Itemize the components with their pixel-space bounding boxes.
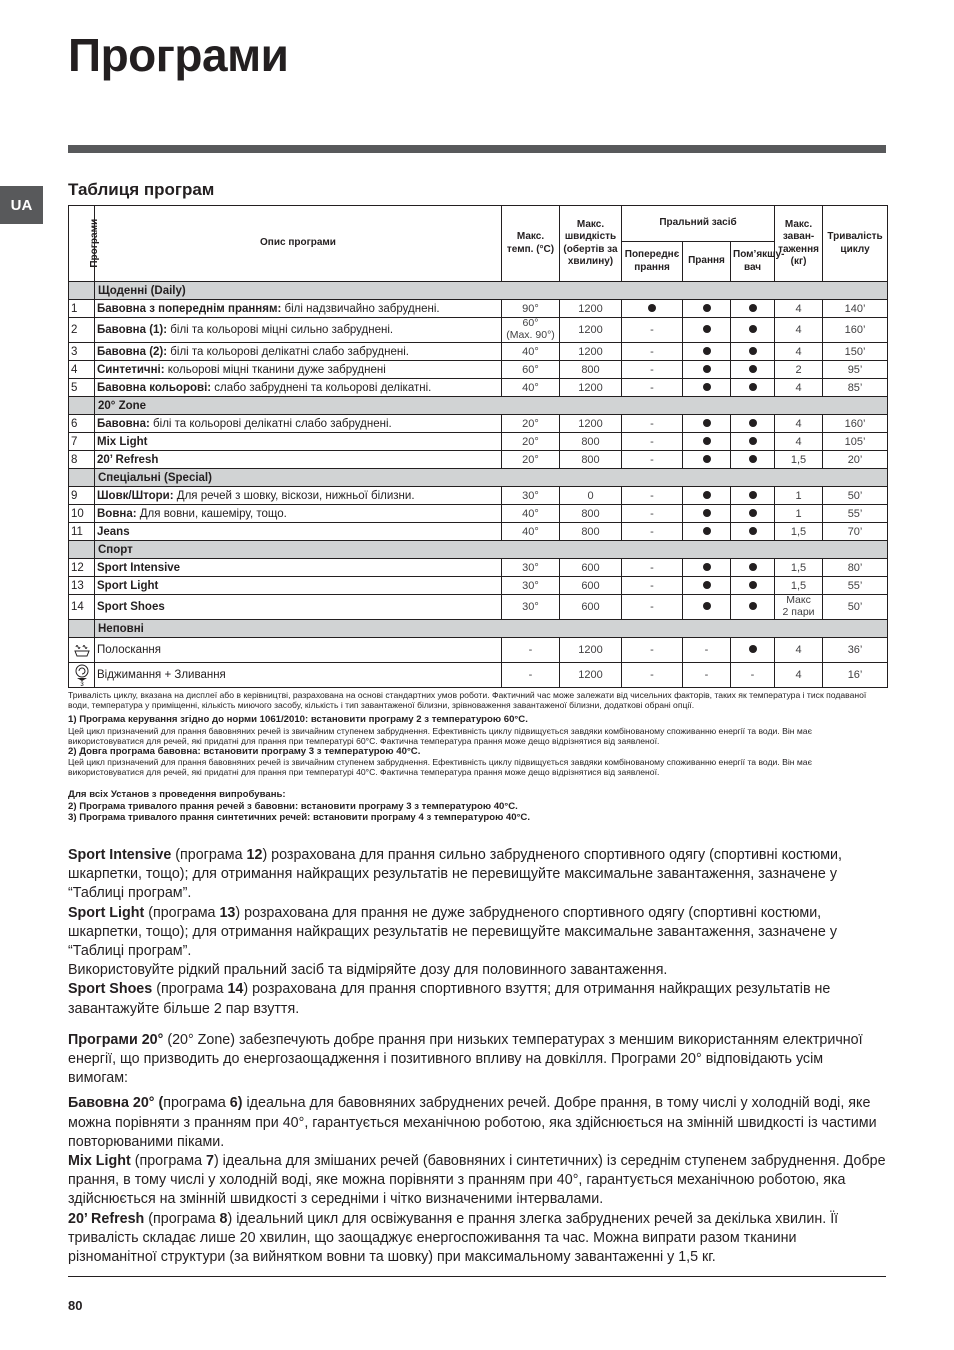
program-description: Sport Intensive <box>95 559 502 577</box>
cotton20-paragraph: Бавовна 20° (програма 6) ідеальна для бавовняних забруднених речей. Добре прання, в тому числі у холодній воді, яке можна порівняти з пранням при 40°, гарантується механічною роботою, яка здійснюється на змінній швидкості із частими повторюваними піками. <box>68 1095 877 1150</box>
refresh-paragraph: 20’ Refresh (програма 8) ідеальний цикл для освіжування е прання злегка забруднених речей за декілька хвилин. Її тривалість складає лише 20 хвилин, що заощаджує енергоспоживання та час. Можна випрати разом тканини різноманітної структури (за вийнятком вовни та шовку) при максимальному завантаженні у 1,5 кг. <box>68 1210 839 1266</box>
duration-cell: 20’ <box>823 451 888 469</box>
filled-dot-icon <box>749 347 757 355</box>
wash-header: Прання <box>683 242 731 282</box>
duration-cell: 80’ <box>823 559 888 577</box>
prewash-cell: - <box>622 343 683 361</box>
filled-dot-icon <box>749 491 757 499</box>
program-row <box>69 300 888 318</box>
footer-rule <box>68 1276 886 1277</box>
program-description: Бавовна з попереднім пранням: білі надзвичайно забруднені. <box>95 300 502 318</box>
filled-dot-icon <box>703 491 711 499</box>
program-row <box>69 415 888 433</box>
speed-cell: 1200 <box>560 415 622 433</box>
load-cell: 4 <box>775 343 823 361</box>
filled-dot-icon <box>703 419 711 427</box>
temp-cell: 40° <box>502 379 560 397</box>
program-row <box>69 318 888 343</box>
wash-cell: - <box>683 638 731 663</box>
filled-dot-icon <box>703 455 711 463</box>
program-description: Шовк/Штори: Для речей з шовку, віскози, нижньої білизни. <box>95 487 502 505</box>
softener-cell: - <box>731 663 775 688</box>
duration-cell: 50’ <box>823 487 888 505</box>
prewash-cell: - <box>622 638 683 663</box>
prewash-cell: - <box>622 577 683 595</box>
speed-cell: 1200 <box>560 300 622 318</box>
speed-cell: 1200 <box>560 343 622 361</box>
mix-light-paragraph: Mix Light (програма 7) ідеальна для змішаних речей (бавовняних і синтетичних) із середнім ступенем забруднення. Добре прання, в тому числі у холодній воді, яке можна порівняти з пранням при 40°, гарантується механічною роботою, яка здійснюється на змінній швидкості з середніми і чітко визначеними інтервалами. <box>68 1153 886 1208</box>
speed-cell: 600 <box>560 577 622 595</box>
filled-dot-icon <box>749 527 757 535</box>
filled-dot-icon <box>648 304 656 312</box>
softener-cell <box>731 638 775 663</box>
program-number: 5 <box>69 379 95 397</box>
load-cell: 2 <box>775 361 823 379</box>
softener-cell <box>731 379 775 397</box>
softener-cell <box>731 595 775 620</box>
filled-dot-icon <box>749 455 757 463</box>
program-description: Бавовна (1): білі та кольорові міцні сильно забруднені. <box>95 318 502 343</box>
prewash-cell: - <box>622 595 683 620</box>
wash-cell <box>683 505 731 523</box>
zone-paragraph: Програми 20° (20° Zone) забезпечують добре прання при низьких температурах з меншим використанням електричної енергії, що призводить до енергозаощадження і позитивного впливу на довкілля. Програми 20° відповідають усім вимогам: <box>68 1031 863 1087</box>
duration-cell: 140’ <box>823 300 888 318</box>
filled-dot-icon <box>749 365 757 373</box>
prewash-cell: - <box>622 318 683 343</box>
filled-dot-icon <box>749 645 757 653</box>
note-3-line1: 2) Програма тривалого прання речей з бавовни: встановити програму 3 з температурою 40°C. <box>68 800 518 812</box>
duration-cell: 16’ <box>823 663 888 688</box>
softener-cell <box>731 577 775 595</box>
program-number: 9 <box>69 487 95 505</box>
program-number: 2 <box>69 318 95 343</box>
filled-dot-icon <box>703 347 711 355</box>
rinse-icon <box>69 638 95 663</box>
wash-cell <box>683 343 731 361</box>
program-description: Бавовна: білі та кольорові делікатні слабо забруднені. <box>95 415 502 433</box>
program-description: Sport Shoes <box>95 595 502 620</box>
filled-dot-icon <box>703 365 711 373</box>
program-row <box>69 361 888 379</box>
load-cell: 1,5 <box>775 451 823 469</box>
programs-header: Програми <box>69 206 95 282</box>
duration-cell: 70’ <box>823 523 888 541</box>
filled-dot-icon <box>749 304 757 312</box>
program-description: Sport Light <box>95 577 502 595</box>
temp-cell: 20° <box>502 433 560 451</box>
wash-cell <box>683 487 731 505</box>
temp-cell: 20° <box>502 415 560 433</box>
program-number: 8 <box>69 451 95 469</box>
prewash-cell: - <box>622 663 683 688</box>
wash-cell <box>683 595 731 620</box>
wash-cell <box>683 361 731 379</box>
duration-cell: 55’ <box>823 505 888 523</box>
filled-dot-icon <box>749 563 757 571</box>
program-description: Полоскання <box>95 638 502 663</box>
program-description: Бавовна кольорові: слабо забруднені та кольорові делікатні. <box>95 379 502 397</box>
speed-cell: 800 <box>560 523 622 541</box>
prewash-cell: - <box>622 433 683 451</box>
softener-cell <box>731 343 775 361</box>
filled-dot-icon <box>749 437 757 445</box>
program-description: Синтетичні: кольорові міцні тканини дуже забруднені <box>95 361 502 379</box>
filled-dot-icon <box>703 581 711 589</box>
load-cell: 1 <box>775 487 823 505</box>
load-cell: 4 <box>775 379 823 397</box>
wash-cell <box>683 559 731 577</box>
filled-dot-icon <box>749 581 757 589</box>
filled-dot-icon <box>749 509 757 517</box>
temp-cell: 30° <box>502 559 560 577</box>
filled-dot-icon <box>703 509 711 517</box>
temp-cell: - <box>502 663 560 688</box>
prewash-cell: - <box>622 559 683 577</box>
program-number: 1 <box>69 300 95 318</box>
temp-cell: 40° <box>502 505 560 523</box>
header-rule <box>68 145 886 153</box>
group-row <box>69 469 888 487</box>
filled-dot-icon <box>703 437 711 445</box>
max-speed-header: Макс. швидкість (обертів за хвилину) <box>560 206 622 282</box>
filled-dot-icon <box>703 304 711 312</box>
duration-cell: 160’ <box>823 318 888 343</box>
load-cell: 4 <box>775 638 823 663</box>
language-tab: UA <box>0 186 43 224</box>
temp-cell: 30° <box>502 595 560 620</box>
duration-cell: 55’ <box>823 577 888 595</box>
softener-header: Пом’якшу-вач <box>731 242 775 282</box>
load-cell: 1,5 <box>775 559 823 577</box>
temp-cell: 90° <box>502 300 560 318</box>
wash-cell: - <box>683 663 731 688</box>
program-row <box>69 487 888 505</box>
program-number: 10 <box>69 505 95 523</box>
speed-cell: 1200 <box>560 318 622 343</box>
temp-cell: 40° <box>502 343 560 361</box>
temp-cell: 20° <box>502 451 560 469</box>
description-header: Опис програми <box>95 206 502 282</box>
program-row <box>69 559 888 577</box>
prewash-header: Попереднє прання <box>622 242 683 282</box>
section-title: Таблиця програм <box>68 180 215 199</box>
programs-table <box>68 205 888 688</box>
note-1-title: 1) Програма керування згідно до норми 1061/2010: встановити програму 2 з температурою 60°C. <box>68 714 528 726</box>
group-row <box>69 620 888 638</box>
temp-cell: - <box>502 638 560 663</box>
prewash-cell: - <box>622 379 683 397</box>
wash-cell <box>683 318 731 343</box>
program-row <box>69 433 888 451</box>
prewash-cell: - <box>622 415 683 433</box>
program-row <box>69 379 888 397</box>
speed-cell: 1200 <box>560 663 622 688</box>
note-2-title: 2) Довга програма бавовна: встановити програму 3 з температурою 40°C. <box>68 745 421 757</box>
note-2-text: Цей цикл призначений для прання бавовняних речей із звичайним ступенем забруднення. Ефективність циклу підвищується завдяки комбінованому споживанню енергії та води. Він має використовуватися для речей, які придатні для прання при температурі 40°C. Фактична температура прання може дещо відрізнятися від заявленої. <box>68 757 812 778</box>
load-cell: 4 <box>775 433 823 451</box>
speed-cell: 800 <box>560 361 622 379</box>
load-cell: 1 <box>775 505 823 523</box>
speed-cell: 0 <box>560 487 622 505</box>
softener-cell <box>731 505 775 523</box>
softener-cell <box>731 318 775 343</box>
program-number: 3 <box>69 343 95 361</box>
filled-dot-icon <box>703 383 711 391</box>
note-3-line2: 3) Програма тривалого прання синтетичних речей: встановити програму 4 з температурою 40°C. <box>68 812 531 824</box>
program-row <box>69 638 888 663</box>
group-name: Спорт <box>95 541 888 559</box>
program-number: 13 <box>69 577 95 595</box>
speed-cell: 800 <box>560 505 622 523</box>
max-temp-header: Макс. темп. (°C) <box>502 206 560 282</box>
duration-cell: 150’ <box>823 343 888 361</box>
sport-shoes-paragraph: Sport Shoes (програма 14) розрахована для прання спортивного взуття; для отримання найкращих результатів не завантажуйте більше 2 пар взуття. <box>68 981 831 1017</box>
wash-cell <box>683 415 731 433</box>
wash-cell <box>683 451 731 469</box>
program-row <box>69 451 888 469</box>
svg-text:3: 3 <box>79 682 84 687</box>
program-description: Бавовна (2): білі та кольорові делікатні слабо забруднені. <box>95 343 502 361</box>
prewash-cell: - <box>622 523 683 541</box>
sport-light-paragraph: Sport Light (програма 13) розрахована для прання не дуже забрудненого спортивного одягу (спортивні костюми, шкарпетки, тощо); для отримання найкращих результатів не перевищуйте максимальне завантаження, зазначене у “Таблиці програм”. <box>68 904 837 960</box>
wash-cell <box>683 433 731 451</box>
program-row <box>69 343 888 361</box>
filled-dot-icon <box>703 527 711 535</box>
softener-cell <box>731 487 775 505</box>
softener-cell <box>731 300 775 318</box>
group-row <box>69 541 888 559</box>
sport-intensive-paragraph: Sport Intensive (програма 12) розрахована для прання сильно забрудненого спортивного одягу (спортивні костюми, шкарпетки, тощо); для отримання найкращих результатів не перевищуйте максимальне завантаження, зазначене у “Таблиці програм”. <box>68 847 842 902</box>
note-general: Тривалість циклу, вказана на дисплеї або в керівництві, разрахована на основі стандартних умов роботи. Фактичний час може залежати від чисельних факторів, таких як температура і тиск подаваної води, температура у приміщенні, кількість миючого засобу, кількість і тип завантаженої білизни, зрівноваження завантаженої білизни, додаткові обрані опції. <box>68 690 867 711</box>
speed-cell: 800 <box>560 433 622 451</box>
filled-dot-icon <box>703 563 711 571</box>
softener-cell <box>731 523 775 541</box>
group-name: Неповні <box>95 620 888 638</box>
note-1-text: Цей цикл призначений для прання бавовняних речей із звичайним ступенем забруднення. Ефективність циклу підвищується завдяки комбінованому споживанню енергії та води. Він має використовуватися для речей, які придатні для прання при температурі 60°C. Фактична температура прання може дещо відрізнятися від заявленої. <box>68 725 812 746</box>
load-cell: 4 <box>775 300 823 318</box>
load-cell: 1,5 <box>775 577 823 595</box>
program-row <box>69 523 888 541</box>
group-name: Щоденні (Daily) <box>95 282 888 300</box>
wash-cell <box>683 577 731 595</box>
program-number: 4 <box>69 361 95 379</box>
speed-cell: 1200 <box>560 379 622 397</box>
group-name: Спеціальні (Special) <box>95 469 888 487</box>
program-description: Віджимання + Зливання <box>95 663 502 688</box>
spin-icon <box>69 663 95 688</box>
duration-cell: 36’ <box>823 638 888 663</box>
program-descriptions <box>68 846 886 1267</box>
group-row <box>69 282 888 300</box>
temp-cell: 60° (Max. 90°) <box>502 318 560 343</box>
duration-cell: 160’ <box>823 415 888 433</box>
program-row <box>69 577 888 595</box>
load-cell: 4 <box>775 318 823 343</box>
program-number: 7 <box>69 433 95 451</box>
group-name: 20° Zone <box>95 397 888 415</box>
liquid-detergent-note: Використовуйте рідкий пральний засіб та відміряйте дозу для половинного завантаження. <box>68 962 668 979</box>
temp-cell: 30° <box>502 577 560 595</box>
table-notes <box>68 690 886 823</box>
program-number: 11 <box>69 523 95 541</box>
load-cell: 1,5 <box>775 523 823 541</box>
temp-cell: 60° <box>502 361 560 379</box>
program-row <box>69 505 888 523</box>
speed-cell: 600 <box>560 559 622 577</box>
softener-cell <box>731 433 775 451</box>
duration-cell: 85’ <box>823 379 888 397</box>
wash-cell <box>683 379 731 397</box>
detergent-header: Пральний засіб <box>622 206 775 242</box>
program-description: Mix Light <box>95 433 502 451</box>
wash-cell <box>683 523 731 541</box>
program-description: 20’ Refresh <box>95 451 502 469</box>
speed-cell: 600 <box>560 595 622 620</box>
program-row <box>69 663 888 688</box>
program-description: Jeans <box>95 523 502 541</box>
page-number: 80 <box>68 1298 83 1313</box>
prewash-cell: - <box>622 361 683 379</box>
program-description: Вовна: Для вовни, кашеміру, тощо. <box>95 505 502 523</box>
filled-dot-icon <box>749 383 757 391</box>
program-number: 6 <box>69 415 95 433</box>
duration-cell: 50’ <box>823 595 888 620</box>
prewash-cell: - <box>622 487 683 505</box>
prewash-cell: - <box>622 451 683 469</box>
filled-dot-icon <box>703 325 711 333</box>
page-title: Програми <box>68 29 289 81</box>
temp-cell: 40° <box>502 523 560 541</box>
max-load-header: Макс. заван-таження (кг) <box>775 206 823 282</box>
program-row <box>69 595 888 620</box>
program-number: 14 <box>69 595 95 620</box>
note-3-title: Для всіх Установ з проведення випробувань: <box>68 789 286 801</box>
program-number: 12 <box>69 559 95 577</box>
temp-cell: 30° <box>502 487 560 505</box>
duration-cell: 105’ <box>823 433 888 451</box>
group-row <box>69 397 888 415</box>
filled-dot-icon <box>749 602 757 610</box>
softener-cell <box>731 559 775 577</box>
duration-header: Тривалість циклу <box>823 206 888 282</box>
prewash-cell: - <box>622 505 683 523</box>
wash-cell <box>683 300 731 318</box>
speed-cell: 1200 <box>560 638 622 663</box>
duration-cell: 95’ <box>823 361 888 379</box>
load-cell: Макс 2 пари <box>775 595 823 620</box>
load-cell: 4 <box>775 663 823 688</box>
softener-cell <box>731 451 775 469</box>
prewash-cell <box>622 300 683 318</box>
softener-cell <box>731 415 775 433</box>
softener-cell <box>731 361 775 379</box>
filled-dot-icon <box>703 602 711 610</box>
filled-dot-icon <box>749 419 757 427</box>
filled-dot-icon <box>749 325 757 333</box>
speed-cell: 800 <box>560 451 622 469</box>
load-cell: 4 <box>775 415 823 433</box>
